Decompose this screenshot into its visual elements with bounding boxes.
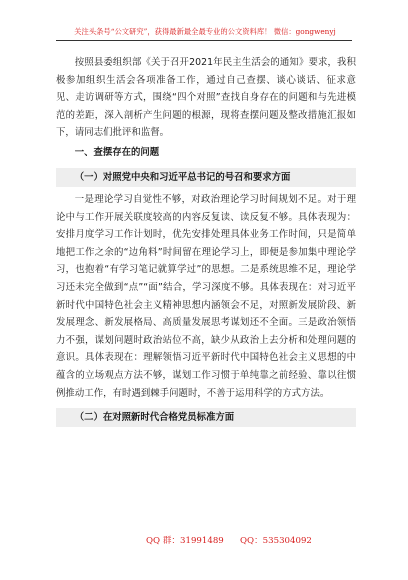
footer-qq-number: QQ：535304092 <box>240 536 312 546</box>
intro-paragraph: 按照县委组织部《关于召开2021年民主生活会的通知》要求，我积极参加组织生活会各项准备工作，通过自己查摆、谈心谈话、征求意见、走访调研等方式，围绕“四个对照”查找自身存在的问题和与先进模范的差距，深入剖析产生问题的根源，现将查摆问题及整改措施汇报如下，请同志们批评和监督。 <box>56 57 356 139</box>
subsection-heading-2: （二）在对照新时代合格党员标准方面 <box>56 408 356 427</box>
header-banner: 关注头条号“公文研究”，获得最新最全最专业的公文资料库！ 微信：gongwenyj <box>74 27 336 36</box>
section-heading: 一、查摆存在的问题 <box>74 146 160 158</box>
header-divider <box>56 40 352 41</box>
footer-qq-group: QQ 群：31991489 <box>146 536 224 546</box>
body-paragraph: 一是理论学习自觉性不够，对政治理论学习时间规划不足。对于理论中与工作开展关联度较高的内容反复读、读反复不够。具体表现为：安排月度学习工作计划时，优先安排处理具体业务工作时间，只是简单地把工作之余的“边角料”时间留在理论学习上，即便是参加集中理论学习，也抱着“有学习笔记就算学过”的思想。二是系统思维不足，理论学习还未完全做到“点”“面”结合，学习深度不够。具体表现在：对习近平新时代中国特色社会主义精神思想内涵领会不足，对照新发展阶段、新发展理念、新发展格局、高质量发展思考谋划还不全面。三是政治领悟力不强，谋划问题时政治站位不高，缺少从政治上去分析和处理问题的意识。具体表现在：理解领悟习近平新时代中国特色社会主义思想的中蕴含的立场观点方法不够，谋划工作习惯于单纯靠之前经验、靠以往惯例推动工作，有时遇到棘手问题时，不善于运用科学的方式方法。 <box>56 193 356 399</box>
subsection-heading-1: （一）对照党中央和习近平总书记的号召和要求方面 <box>56 168 356 187</box>
document-body <box>56 54 356 431</box>
